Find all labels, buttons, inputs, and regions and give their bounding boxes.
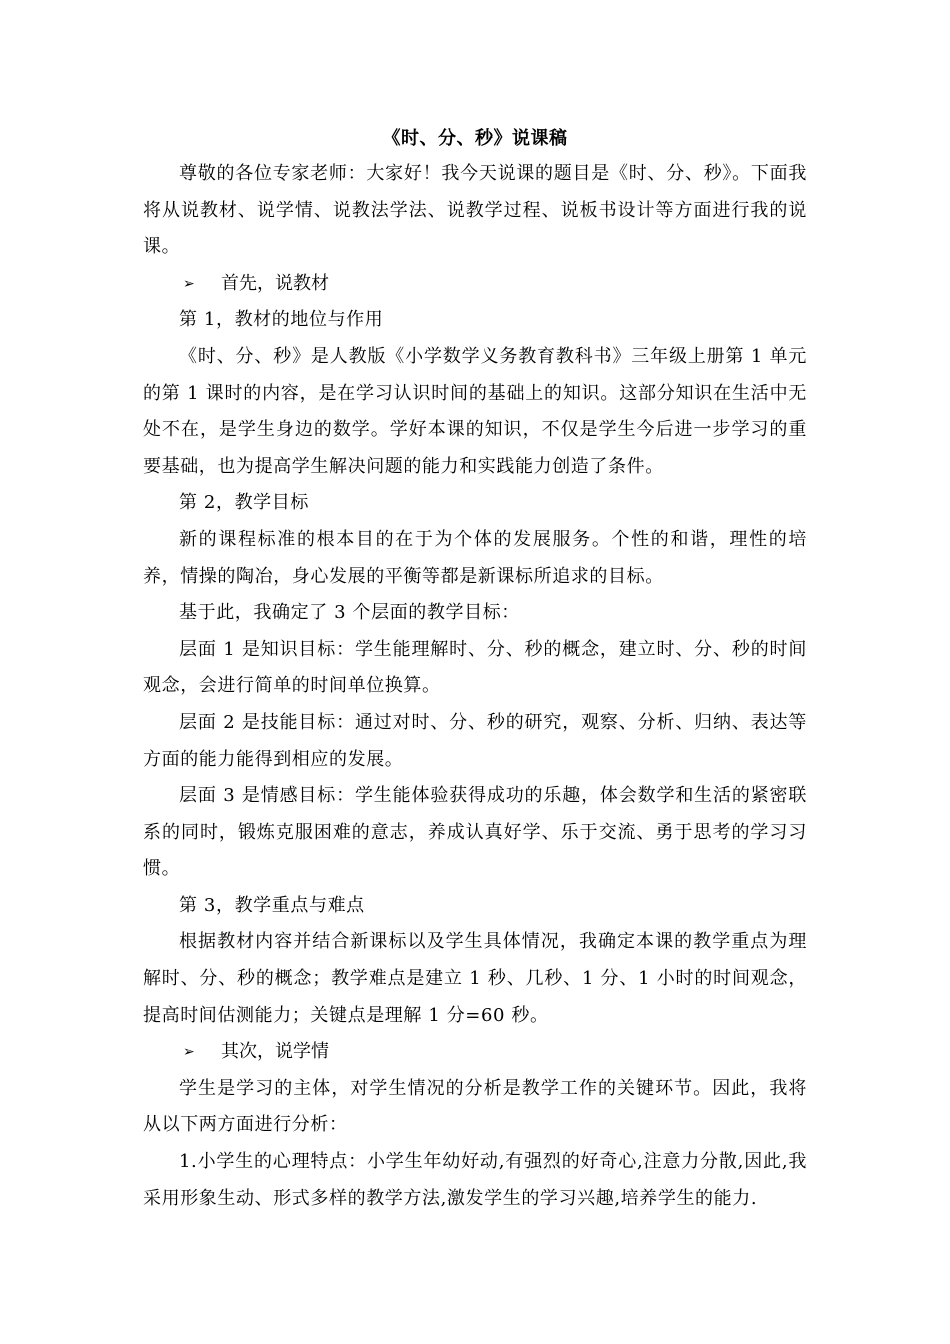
section-heading-students [143, 1034, 807, 1071]
subheading-position: 第 1，教材的地位与作用 [179, 309, 384, 331]
paragraph-students-intro: 学生是学习的主体，对学生情况的分析是教学工作的关键环节。因此，我将从以下两方面进行分析： [143, 1077, 807, 1136]
paragraph-curriculum: 新的课程标准的根本目的在于为个体的发展服务。个性的和谐，理性的培养，情操的陶冶，身心发展的平衡等都是新课标所追求的目标。 [143, 528, 807, 587]
arrow-right-icon: ➢ [183, 275, 195, 292]
paragraph-goal-knowledge: 层面 1 是知识目标：学生能理解时、分、秒的概念，建立时、分、秒的时间观念，会进行简单的时间单位换算。 [143, 638, 807, 697]
document-body [143, 124, 807, 1217]
paragraph-goal-emotion: 层面 3 是情感目标：学生能体验获得成功的乐趣，体会数学和生活的紧密联系的同时，锻炼克服困难的意志，养成认真好学、乐于交流、勇于思考的学习习惯。 [143, 785, 807, 880]
paragraph-key-points: 根据教材内容并结合新课标以及学生具体情况，我确定本课的教学重点为理解时、分、秒的概念；教学难点是建立 1 秒、几秒、1 分、1 小时的时间观念，提高时间估测能力；关键点是理解 1 分=60 秒。 [143, 931, 807, 1026]
paragraph-greeting: 尊敬的各位专家老师：大家好！我今天说课的题目是《时、分、秒》。下面我将从说教材、说学情、说教法学法、说教学过程、说板书设计等方面进行我的说课。 [143, 163, 807, 258]
paragraph-position: 《时、分、秒》是人教版《小学数学义务教育教科书》三年级上册第 1 单元的第 1 课时的内容，是在学习认识时间的基础上的知识。这部分知识在生活中无处不在，是学生身边的数学。学好本课的知识，不仅是学生今后进一步学习的重要基础，也为提高学生解决问题的能力和实践能力创造了条件。 [143, 345, 807, 477]
paragraph-students-psychology: 1.小学生的心理特点：小学生年幼好动,有强烈的好奇心,注意力分散,因此,我采用形象生动、形式多样的教学方法,激发学生的学习兴趣,培养学生的能力. [143, 1151, 807, 1209]
section-heading-label: 首先，说教材 [221, 272, 329, 294]
section-heading-textbook [143, 266, 807, 303]
arrow-right-icon: ➢ [183, 1044, 195, 1061]
paragraph-goals-intro: 基于此，我确定了 3 个层面的教学目标： [179, 602, 520, 624]
subheading-key-points: 第 3，教学重点与难点 [179, 894, 365, 916]
document-title: 《时、分、秒》说课稿 [382, 128, 568, 149]
subheading-goals: 第 2，教学目标 [179, 492, 309, 514]
section-heading-label: 其次，说学情 [221, 1041, 329, 1063]
paragraph-goal-skill: 层面 2 是技能目标：通过对时、分、秒的研究，观察、分析、归纳、表达等方面的能力能得到相应的发展。 [143, 711, 807, 770]
